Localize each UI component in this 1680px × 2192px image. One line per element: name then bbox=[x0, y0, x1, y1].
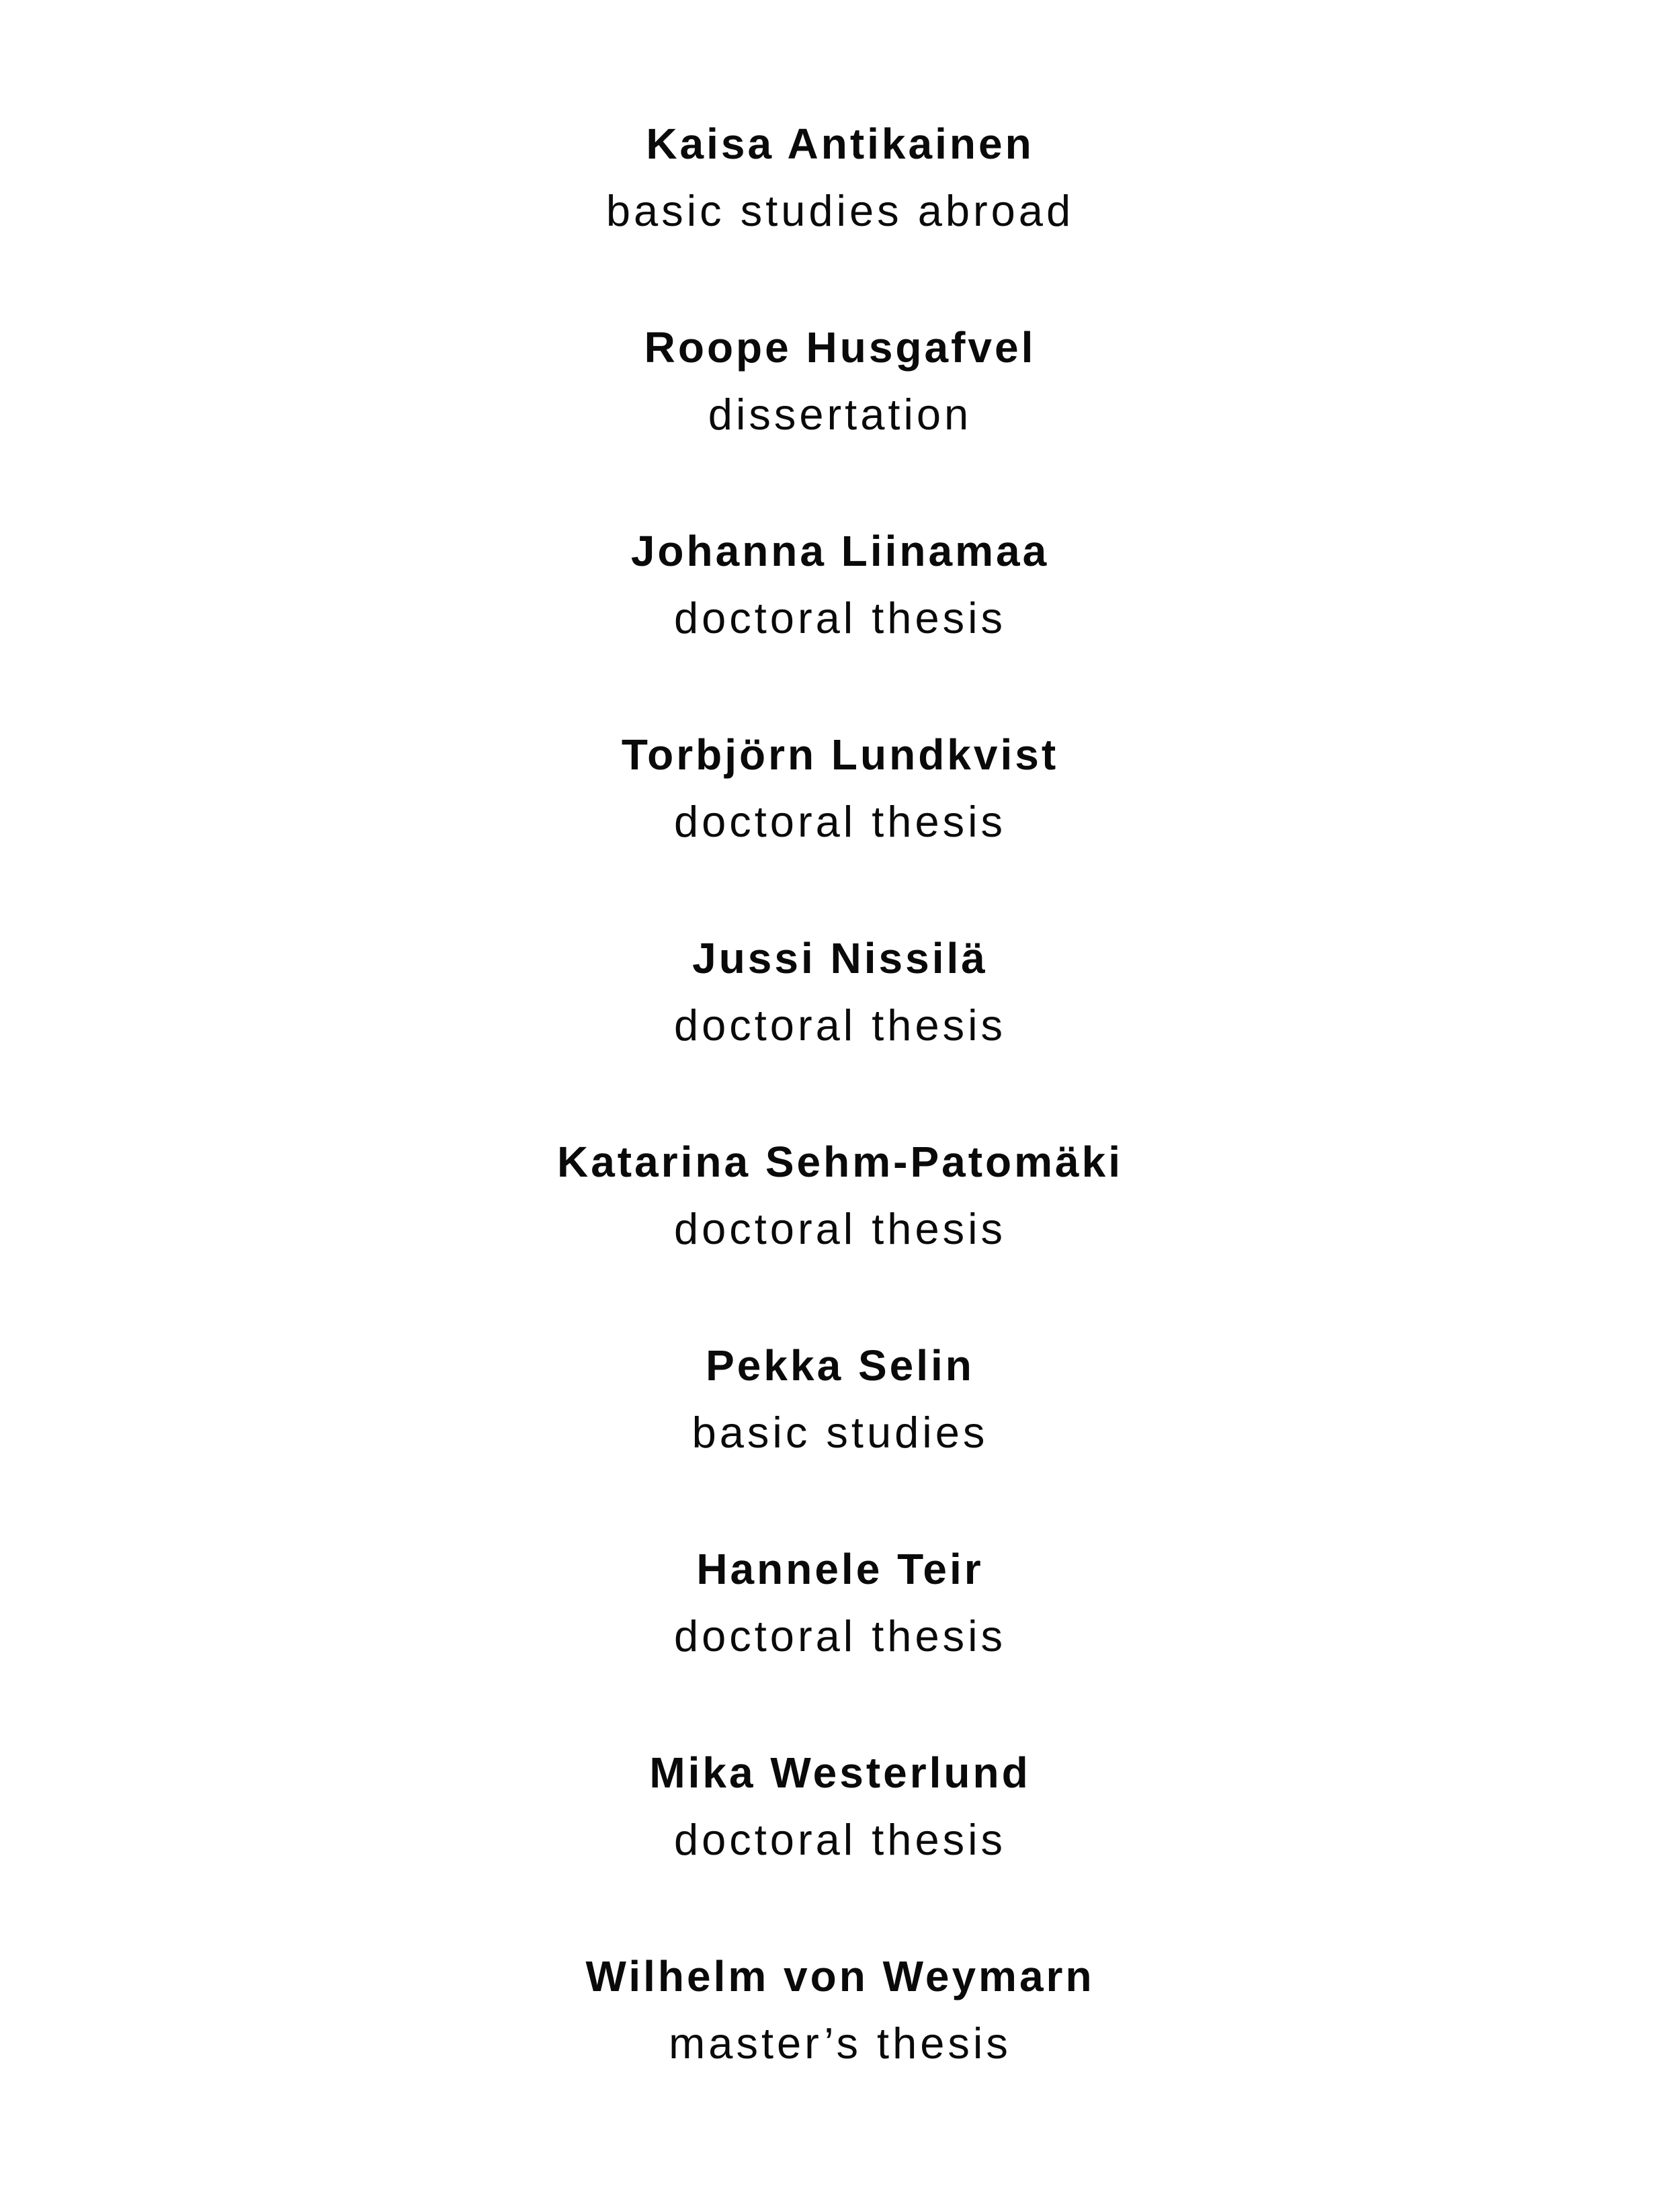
list-item bbox=[0, 1128, 1680, 1263]
list-item bbox=[0, 110, 1680, 245]
person-note: doctoral thesis bbox=[673, 1001, 1007, 1050]
person-note: basic studies bbox=[691, 1408, 989, 1457]
person-note: doctoral thesis bbox=[673, 593, 1007, 642]
person-name: Hannele Teir bbox=[696, 1545, 984, 1593]
person-note: doctoral thesis bbox=[673, 1611, 1007, 1660]
person-name: Johanna Liinamaa bbox=[630, 527, 1050, 575]
list-item bbox=[0, 721, 1680, 855]
list-item bbox=[0, 314, 1680, 448]
list-item bbox=[0, 1943, 1680, 2077]
person-note: doctoral thesis bbox=[673, 1815, 1007, 1864]
person-name: Kaisa Antikainen bbox=[646, 120, 1034, 168]
person-note: doctoral thesis bbox=[673, 797, 1007, 846]
person-name: Katarina Sehm-Patomäki bbox=[556, 1138, 1124, 1186]
list-item bbox=[0, 925, 1680, 1059]
person-note: doctoral thesis bbox=[673, 1204, 1007, 1253]
list-item bbox=[0, 1332, 1680, 1466]
list-item bbox=[0, 1739, 1680, 1873]
list-item bbox=[0, 517, 1680, 652]
person-name: Roope Husgafvel bbox=[644, 323, 1036, 372]
person-name: Jussi Nissilä bbox=[692, 934, 988, 982]
person-name: Pekka Selin bbox=[706, 1341, 974, 1390]
list-item bbox=[0, 1535, 1680, 1670]
person-note: dissertation bbox=[708, 390, 972, 439]
person-name: Wilhelm von Weymarn bbox=[585, 1952, 1095, 2000]
person-name: Torbjörn Lundkvist bbox=[621, 730, 1059, 779]
person-note: master’s thesis bbox=[669, 2019, 1011, 2068]
person-name: Mika Westerlund bbox=[649, 1748, 1031, 1797]
person-note: basic studies abroad bbox=[605, 186, 1075, 235]
